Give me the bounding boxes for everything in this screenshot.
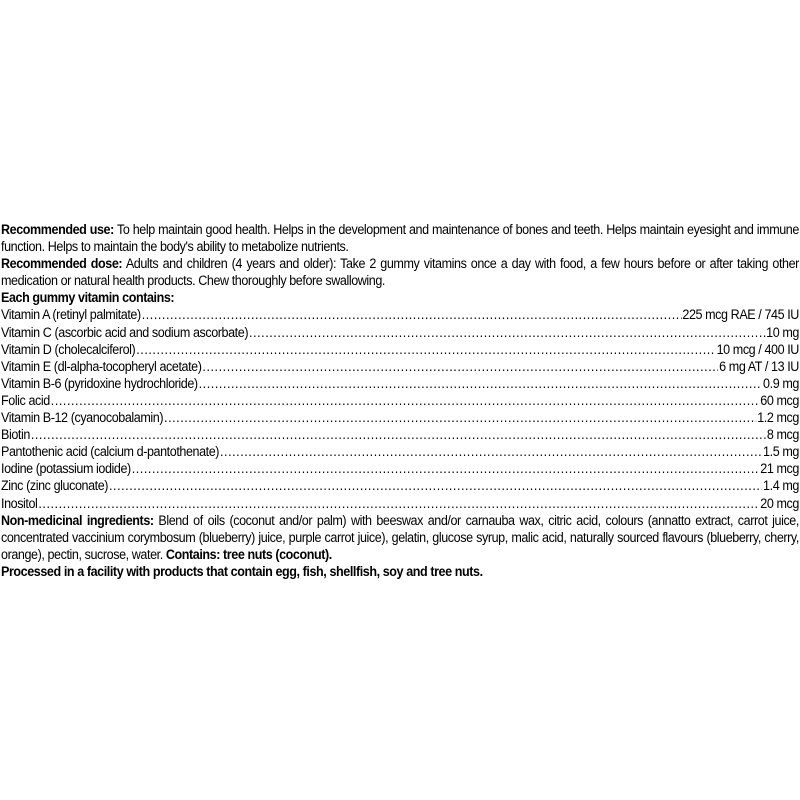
dot-leader xyxy=(51,392,760,409)
ingredient-name: Vitamin B-6 (pyridoxine hydrochloride) xyxy=(1,375,198,391)
dot-leader xyxy=(38,495,759,512)
ingredient-row xyxy=(1,426,799,443)
ingredient-row xyxy=(1,375,799,392)
ingredient-name: Vitamin E (dl-alpha-tocopheryl acetate) xyxy=(1,358,202,374)
ingredient-row xyxy=(1,460,799,477)
ingredient-row xyxy=(1,306,799,323)
ingredient-row xyxy=(1,409,799,426)
ingredient-amount: 0.9 mg xyxy=(763,375,799,391)
contents-heading: Each gummy vitamin contains: xyxy=(1,290,175,306)
recommended-dose xyxy=(1,255,799,289)
ingredient-row xyxy=(1,443,799,460)
facility-notice-text: Processed in a facility with products that contain egg, fish, shellfish, soy and tree nuts. xyxy=(1,563,483,579)
ingredient-amount: 20 mcg xyxy=(760,495,799,511)
ingredient-amount: 1.5 mg xyxy=(763,444,799,460)
non-medicinal-ingredients xyxy=(1,512,799,563)
ingredient-name: Vitamin D (cholecalciferol) xyxy=(1,341,136,357)
ingredient-name: Inositol xyxy=(1,495,38,511)
ingredient-amount: 10 mg xyxy=(766,324,799,340)
ingredient-list xyxy=(1,306,799,511)
ingredient-name: Iodine (potassium iodide) xyxy=(1,461,131,477)
ingredient-row xyxy=(1,358,799,375)
dot-leader xyxy=(202,358,718,375)
ingredient-name: Pantothenic acid (calcium d-pantothenate) xyxy=(1,444,220,460)
dot-leader xyxy=(164,409,756,426)
dot-leader xyxy=(249,324,765,341)
dot-leader xyxy=(132,460,760,477)
ingredient-amount: 1.4 mg xyxy=(763,478,799,494)
ingredient-name: Vitamin A (retinyl palmitate) xyxy=(1,307,141,323)
facility-notice xyxy=(1,563,799,580)
recommended-dose-text: Adults and children (4 years and older): Take 2 gummy vitamins once a day with food, a few hours before or after taking other medication or natural health products. Chew thoroughly before swallowing. xyxy=(1,256,799,289)
ingredient-row xyxy=(1,495,799,512)
ingredient-amount: 21 mcg xyxy=(760,461,799,477)
ingredient-name: Folic acid xyxy=(1,392,50,408)
ingredient-amount: 6 mg AT / 13 IU xyxy=(719,358,799,374)
ingredient-row xyxy=(1,392,799,409)
recommended-dose-label: Recommended dose: xyxy=(1,256,123,272)
ingredient-row xyxy=(1,324,799,341)
allergen-contains: Contains: tree nuts (coconut) xyxy=(165,546,329,562)
recommended-use-text: To help maintain good health. Helps in the development and maintenance of bones and teeth. Helps maintain eyesight and immune function. Helps to maintain the body's ability to metabolize nutrients. xyxy=(1,222,799,255)
allergen-contains-period: . xyxy=(328,546,332,562)
ingredient-amount: 8 mcg xyxy=(766,427,799,443)
non-medicinal-text: Blend of oils (coconut and/or palm) with beeswax and/or carnauba wax, citric acid, colours (annatto extract, carrot juice, concentrated vaccinium corymbosum (blueberry) juice, purple carrot juice), gelatin, glucose syrup, malic acid, naturally sourced flavours (blueberry, cherry, orange), pectin, sucrose, water. xyxy=(1,512,799,562)
dot-leader xyxy=(142,306,682,323)
ingredient-name: Biotin xyxy=(1,427,30,443)
ingredient-amount: 10 mcg / 400 IU xyxy=(716,341,799,357)
dot-leader xyxy=(220,443,762,460)
dot-leader xyxy=(31,426,766,443)
ingredient-name: Vitamin C (ascorbic acid and sodium ascorbate) xyxy=(1,324,249,340)
ingredient-amount: 60 mcg xyxy=(760,392,799,408)
recommended-use-label: Recommended use: xyxy=(1,222,114,237)
ingredient-row xyxy=(1,341,799,358)
non-medicinal-label: Non-medicinal ingredients: xyxy=(1,512,154,528)
dot-leader xyxy=(136,341,715,358)
ingredient-name: Vitamin B-12 (cyanocobalamin) xyxy=(1,410,164,426)
ingredient-amount: 1.2 mcg xyxy=(757,410,799,426)
ingredient-name: Zinc (zinc gluconate) xyxy=(1,478,109,494)
dot-leader xyxy=(109,477,762,494)
recommended-use xyxy=(1,221,799,255)
product-label-panel xyxy=(1,221,799,580)
ingredient-amount: 225 mcg RAE / 745 IU xyxy=(682,307,799,323)
dot-leader xyxy=(199,375,762,392)
ingredient-row xyxy=(1,477,799,494)
